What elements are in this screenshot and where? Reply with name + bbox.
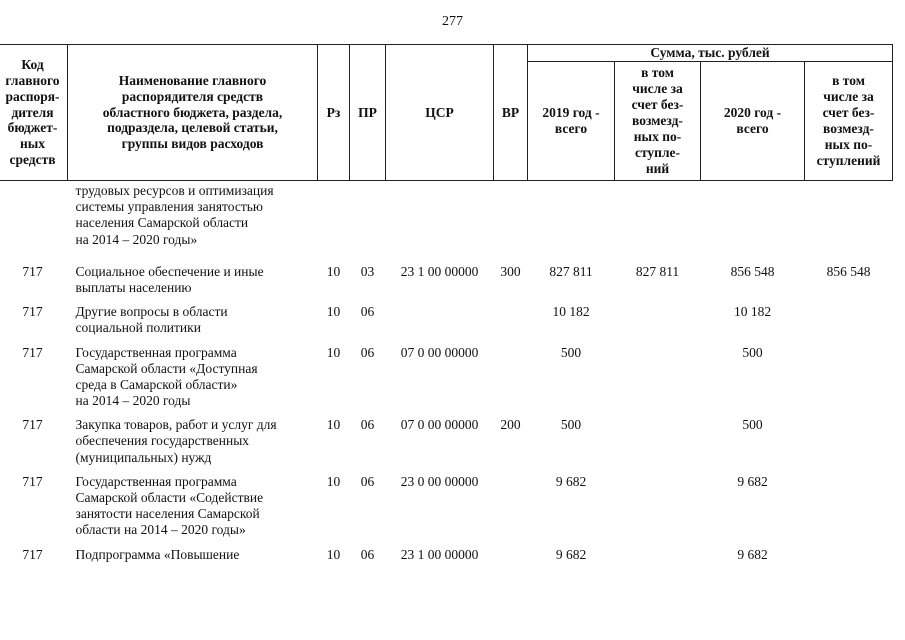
- table-row: [0, 181, 893, 260]
- cell-pr: [350, 181, 386, 260]
- cell-pr: 06: [360, 344, 375, 360]
- table-body: [0, 181, 893, 567]
- cell-pr: 06: [360, 546, 375, 562]
- cell-rz: [318, 181, 350, 260]
- table-row: [0, 260, 893, 300]
- cell-name: Другие вопросы в области социальной политики: [75, 304, 228, 336]
- cell-rz: 10: [326, 263, 341, 279]
- cell-2020-grants: [805, 470, 893, 543]
- cell-vr: [494, 543, 528, 567]
- cell-2020-total: 500: [742, 344, 763, 360]
- cell-code: 717: [22, 304, 43, 320]
- cell-2020-grants: [805, 300, 893, 340]
- header-2019-grants: в том числе за счет без- возмезд- ных по- ступле- ний: [615, 61, 701, 180]
- header-vr: ВР: [494, 45, 528, 181]
- cell-pr: 06: [360, 473, 375, 489]
- header-sum-group: Сумма, тыс. рублей: [528, 45, 893, 62]
- cell-code: 717: [22, 473, 43, 489]
- cell-2019-grants: [615, 181, 701, 260]
- cell-2019-grants: [615, 300, 701, 340]
- header-2019-total: 2019 год - всего: [528, 61, 615, 180]
- cell-2020-grants: [805, 543, 893, 567]
- cell-2019-grants: [615, 341, 701, 414]
- cell-code: 717: [22, 263, 43, 279]
- cell-2020-grants: 856 548: [826, 263, 871, 279]
- header-name: Наименование главного распорядителя средств областного бюджета, раздела, подраздела, целевой статьи, группы видов расходов: [68, 45, 318, 181]
- cell-2020-total: 9 682: [737, 473, 768, 489]
- cell-name: Подпрограмма «Повышение: [75, 546, 240, 562]
- cell-rz: 10: [326, 304, 341, 320]
- cell-name: Закупка товаров, работ и услуг для обеспечения государственных (муниципальных) нужд: [75, 417, 277, 465]
- cell-vr: [494, 470, 528, 543]
- cell-code: 717: [22, 546, 43, 562]
- cell-2020-total: 500: [742, 417, 763, 433]
- cell-rz: 10: [326, 473, 341, 489]
- cell-vr: 300: [500, 263, 521, 279]
- cell-2020-total: 856 548: [730, 263, 775, 279]
- cell-rz: 10: [326, 344, 341, 360]
- cell-pr: 06: [360, 304, 375, 320]
- cell-2019-total: 9 682: [555, 473, 587, 489]
- header-2020-total: 2020 год - всего: [701, 61, 805, 180]
- cell-vr: [494, 300, 528, 340]
- table-row: [0, 300, 893, 340]
- cell-2020-total: [701, 181, 805, 260]
- cell-vr: [494, 181, 528, 260]
- cell-pr: 03: [360, 263, 375, 279]
- cell-name: Государственная программа Самарской области «Доступная среда в Самарской области» на 2014 – 2020 годы: [75, 344, 258, 409]
- cell-name: Государственная программа Самарской области «Содействие занятости населения Самарской области на 2014 – 2020 годы»: [75, 473, 264, 538]
- cell-code: 717: [22, 344, 43, 360]
- cell-code: 717: [22, 417, 43, 433]
- page-number: 277: [442, 14, 463, 29]
- cell-2020-grants: [805, 181, 893, 260]
- table-row: [0, 543, 893, 567]
- cell-2019-grants: [615, 413, 701, 470]
- cell-2019-total: [528, 181, 615, 260]
- cell-rz: 10: [326, 546, 341, 562]
- table-row: [0, 341, 893, 414]
- cell-2019-grants: 827 811: [635, 263, 680, 279]
- cell-pr: 06: [360, 417, 375, 433]
- cell-2020-total: 9 682: [737, 546, 768, 562]
- cell-csr: 07 0 00 00000: [400, 344, 479, 360]
- cell-2020-grants: [805, 341, 893, 414]
- cell-csr: 23 0 00 00000: [400, 473, 479, 489]
- cell-2019-total: 9 682: [555, 546, 587, 562]
- cell-name: трудовых ресурсов и оптимизация системы управления занятостью населения Самарской области на 2014 – 2020 годы»: [75, 183, 274, 247]
- cell-2020-grants: [805, 413, 893, 470]
- header-code: Код главного распоря- дителя бюджет- ных средств: [0, 45, 68, 181]
- cell-csr: 07 0 00 00000: [400, 417, 479, 433]
- cell-csr: 23 1 00 00000: [400, 546, 479, 562]
- header-csr: ЦСР: [386, 45, 494, 181]
- cell-2019-grants: [615, 543, 701, 567]
- table-row: [0, 470, 893, 543]
- cell-2020-total: 10 182: [733, 304, 772, 320]
- cell-csr: [386, 181, 494, 260]
- cell-csr: [386, 300, 494, 340]
- header-pr: ПР: [350, 45, 386, 181]
- cell-rz: 10: [326, 417, 341, 433]
- cell-2019-total: 10 182: [552, 304, 590, 320]
- header-rz: Рз: [318, 45, 350, 181]
- header-2020-grants: в том числе за счет без- возмезд- ных по- ступлений: [805, 61, 893, 180]
- table-header: [0, 45, 893, 181]
- cell-csr: 23 1 00 00000: [400, 263, 479, 279]
- cell-2019-total: 500: [560, 344, 582, 360]
- cell-code: [0, 181, 68, 260]
- cell-vr: 200: [500, 417, 521, 433]
- table-row: [0, 413, 893, 470]
- cell-2019-total: 500: [560, 417, 582, 433]
- cell-2019-grants: [615, 470, 701, 543]
- cell-name: Социальное обеспечение и иные выплаты населению: [75, 263, 264, 295]
- cell-2019-total: 827 811: [549, 263, 593, 279]
- cell-vr: [494, 341, 528, 414]
- budget-table: [0, 44, 893, 567]
